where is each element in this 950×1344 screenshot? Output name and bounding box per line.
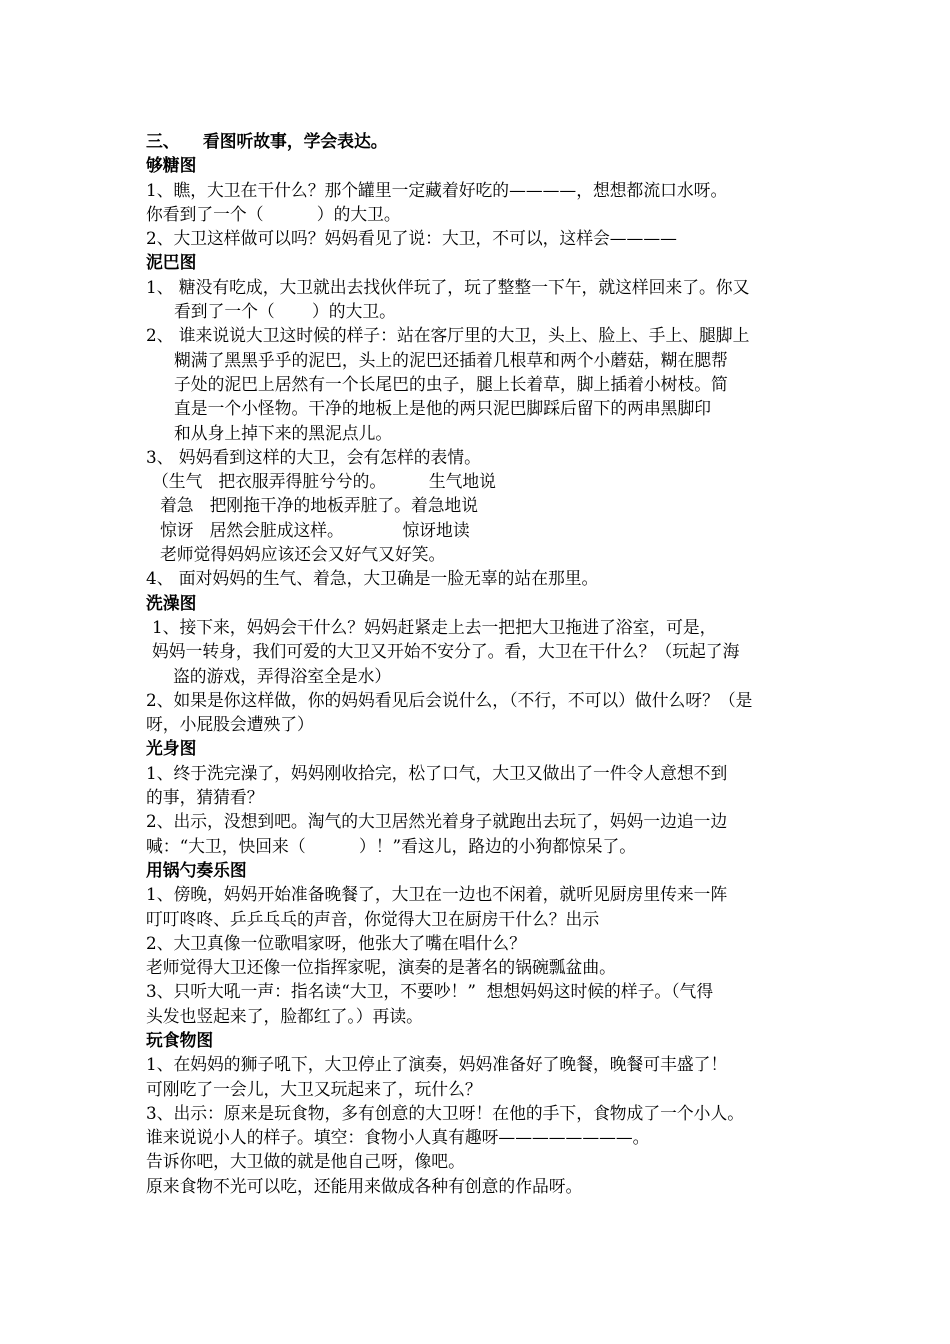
- text-line: 子处的泥巴上居然有一个长尾巴的虫子，腿上长着草，脚上插着小树枝。简: [174, 373, 728, 394]
- text-line: 2、出示，没想到吧。淘气的大卫居然光着身子就跑出去玩了，妈妈一边追一边: [146, 811, 728, 832]
- text-line: 喊：“大卫，快回来（ ）！”看这儿，路边的小狗都惊呆了。: [146, 835, 637, 856]
- section-heading: 三、 看图听故事，学会表达。: [146, 131, 388, 151]
- text-line: （生气 把衣服弄得脏兮兮的。 生气地说: [152, 471, 496, 492]
- text-line: 可刚吃了一会儿，大卫又玩起来了，玩什么？: [146, 1078, 482, 1099]
- section-heading: 用锅勺奏乐图: [146, 859, 247, 880]
- text-line: 惊讶 居然会脏成这样。 惊讶地读: [160, 519, 470, 540]
- text-line: 妈妈一转身，我们可爱的大卫又开始不安分了。看，大卫在干什么？（玩起了海: [152, 641, 740, 662]
- text-line: 和从身上掉下来的黑泥点儿。: [174, 422, 393, 443]
- text-line: 直是一个小怪物。干净的地板上是他的两只泥巴脚踩后留下的两串黑脚印: [174, 398, 712, 419]
- text-line: 叮叮咚咚、乒乒乓乓的声音，你觉得大卫在厨房干什么？出示: [146, 908, 600, 929]
- text-line: 头发也竖起来了，脸都红了。）再读。: [146, 1005, 423, 1026]
- text-line: 1、终于洗完澡了，妈妈刚收拾完，松了口气，大卫又做出了一件令人意想不到: [146, 762, 728, 783]
- text-line: 呀，小屁股会遭殃了）: [146, 714, 314, 735]
- text-line: 谁来说说小人的样子。填空：食物小人真有趣呀————————。: [146, 1127, 650, 1148]
- text-line: 糊满了黑黑乎乎的泥巴，头上的泥巴还插着几根草和两个小蘑菇，糊在腮帮: [174, 349, 728, 370]
- section-heading: 光身图: [146, 738, 197, 759]
- text-line: 1、瞧，大卫在干什么？那个罐里一定藏着好吃的————，想想都流口水呀。: [146, 179, 728, 200]
- text-line: 2、 谁来说说大卫这时候的样子：站在客厅里的大卫，头上、脸上、手上、腿脚上: [146, 325, 750, 346]
- text-line: 老师觉得大卫还像一位指挥家呢，演奏的是著名的锅碗瓢盆曲。: [146, 957, 616, 978]
- text-line: 的事，猜猜看？: [146, 787, 264, 808]
- text-line: 你看到了一个（ ）的大卫。: [146, 203, 401, 224]
- text-line: 告诉你吧，大卫做的就是他自己呀，像吧。: [146, 1151, 465, 1172]
- text-line: 盗的游戏，弄得浴室全是水）: [173, 665, 392, 686]
- text-line: 原来食物不光可以吃，还能用来做成各种有创意的作品呀。: [146, 1175, 583, 1196]
- text-line: 1、接下来，妈妈会干什么？妈妈赶紧走上去一把把大卫拖进了浴室，可是，: [152, 616, 717, 637]
- text-line: 2、如果是你这样做，你的妈妈看见后会说什么，（不行，不可以）做什么呀？（是: [146, 689, 753, 710]
- text-line: 1、傍晚，妈妈开始准备晚餐了，大卫在一边也不闲着，就听见厨房里传来一阵: [146, 884, 728, 905]
- text-line: 3、只听大吼一声：指名读“大卫，不要吵！” 想想妈妈这时候的样子。（气得: [146, 981, 714, 1002]
- text-line: 3、 妈妈看到这样的大卫，会有怎样的表情。: [146, 446, 481, 467]
- text-line: 4、 面对妈妈的生气、着急，大卫确是一脸无辜的站在那里。: [146, 568, 599, 589]
- text-line: 1、在妈妈的狮子吼下，大卫停止了演奏，妈妈准备好了晚餐，晚餐可丰盛了！: [146, 1054, 728, 1075]
- text-line: 2、大卫真像一位歌唱家呀，他张大了嘴在唱什么？: [146, 932, 526, 953]
- text-line: 3、出示：原来是玩食物，多有创意的大卫呀！在他的手下，食物成了一个小人。: [146, 1102, 745, 1123]
- section-heading: 泥巴图: [146, 252, 197, 273]
- document-body: [146, 129, 821, 1198]
- text-line: 看到了一个（ ）的大卫。: [174, 301, 396, 322]
- text-line: 2、大卫这样做可以吗？妈妈看见了说：大卫，不可以，这样会————: [146, 228, 677, 249]
- text-line: 1、 糖没有吃成，大卫就出去找伙伴玩了，玩了整整一下午，就这样回来了。你又: [146, 276, 750, 297]
- text-line: 着急 把刚拖干净的地板弄脏了。着急地说: [160, 495, 479, 516]
- section-heading: 玩食物图: [146, 1029, 214, 1050]
- section-heading: 洗澡图: [146, 592, 197, 613]
- text-line: 老师觉得妈妈应该还会又好气又好笑。: [160, 544, 446, 565]
- section-heading: 够糖图: [146, 155, 197, 176]
